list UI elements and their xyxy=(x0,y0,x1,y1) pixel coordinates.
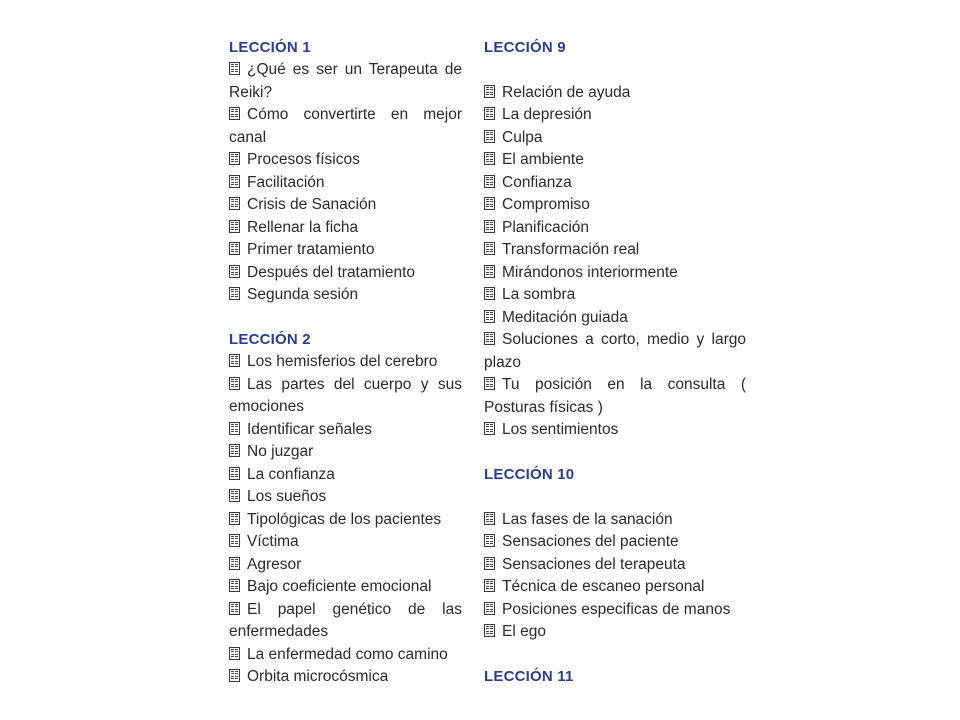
list-item: Sensaciones del paciente xyxy=(484,531,746,554)
missing-glyph-icon xyxy=(484,579,495,592)
missing-glyph-icon xyxy=(484,242,495,255)
missing-glyph-icon xyxy=(229,377,240,390)
spacer xyxy=(484,442,746,465)
lesson-2-list xyxy=(229,351,462,689)
spacer xyxy=(484,644,746,667)
list-item: Después del tratamiento xyxy=(229,262,462,285)
missing-glyph-icon xyxy=(484,130,495,143)
missing-glyph-icon xyxy=(229,534,240,547)
missing-glyph-icon xyxy=(229,287,240,300)
missing-glyph-icon xyxy=(229,422,240,435)
missing-glyph-icon xyxy=(484,107,495,120)
missing-glyph-icon xyxy=(229,557,240,570)
missing-glyph-icon xyxy=(229,467,240,480)
list-item: Los sueños xyxy=(229,486,462,509)
spacer xyxy=(484,59,746,82)
list-item: Compromiso xyxy=(484,194,746,217)
lesson-11-title: LECCIÓN 11 xyxy=(484,668,574,685)
list-item: Los hemisferios del cerebro xyxy=(229,351,462,374)
spacer xyxy=(229,307,462,330)
lesson-9-title: LECCIÓN 9 xyxy=(484,39,566,56)
list-item: La confianza xyxy=(229,464,462,487)
missing-glyph-icon xyxy=(484,557,495,570)
lesson-1-list xyxy=(229,59,462,307)
list-item: Agresor xyxy=(229,554,462,577)
list-item: Tipológicas de los pacientes xyxy=(229,509,462,532)
left-column xyxy=(229,37,462,689)
missing-glyph-icon xyxy=(229,602,240,615)
missing-glyph-icon xyxy=(484,197,495,210)
missing-glyph-icon xyxy=(229,152,240,165)
list-item: Transformación real xyxy=(484,239,746,262)
lesson-10-list xyxy=(484,509,746,644)
missing-glyph-icon xyxy=(484,377,495,390)
list-item: Relación de ayuda xyxy=(484,82,746,105)
list-item: Confianza xyxy=(484,172,746,195)
missing-glyph-icon xyxy=(229,647,240,660)
list-item: Facilitación xyxy=(229,172,462,195)
right-column xyxy=(484,37,746,688)
missing-glyph-icon xyxy=(484,624,495,637)
missing-glyph-icon xyxy=(229,489,240,502)
list-item: La sombra xyxy=(484,284,746,307)
missing-glyph-icon xyxy=(484,220,495,233)
list-item: La enfermedad como camino xyxy=(229,644,462,667)
missing-glyph-icon xyxy=(484,175,495,188)
list-item: Las fases de la sanación xyxy=(484,509,746,532)
missing-glyph-icon xyxy=(484,332,495,345)
list-item: Identificar señales xyxy=(229,419,462,442)
list-item: Mirándonos interiormente xyxy=(484,262,746,285)
lesson-9-list xyxy=(484,82,746,442)
missing-glyph-icon xyxy=(229,62,240,75)
missing-glyph-icon xyxy=(229,354,240,367)
list-item: Planificación xyxy=(484,217,746,240)
missing-glyph-icon xyxy=(229,512,240,525)
list-item: ¿Qué es ser un Terapeuta de Reiki? xyxy=(229,61,462,101)
missing-glyph-icon xyxy=(229,197,240,210)
list-item: Orbita microcósmica xyxy=(229,666,462,689)
missing-glyph-icon xyxy=(229,242,240,255)
list-item: Rellenar la ficha xyxy=(229,217,462,240)
list-item: El papel genético de las enfermedades xyxy=(229,600,462,640)
list-item: Primer tratamiento xyxy=(229,239,462,262)
missing-glyph-icon xyxy=(484,534,495,547)
list-item: Segunda sesión xyxy=(229,284,462,307)
list-item: Sensaciones del terapeuta xyxy=(484,554,746,577)
list-item: Tu posición en la consulta ( Posturas físicas ) xyxy=(484,376,746,416)
missing-glyph-icon xyxy=(484,602,495,615)
list-item: Víctima xyxy=(229,531,462,554)
lesson-10-title: LECCIÓN 10 xyxy=(484,466,575,483)
list-item: Los sentimientos xyxy=(484,419,746,442)
missing-glyph-icon xyxy=(229,220,240,233)
list-item: Culpa xyxy=(484,127,746,150)
list-item: El ambiente xyxy=(484,149,746,172)
lesson-1-title: LECCIÓN 1 xyxy=(229,39,311,56)
list-item: Cómo convertirte en mejor canal xyxy=(229,106,462,146)
missing-glyph-icon xyxy=(484,310,495,323)
missing-glyph-icon xyxy=(229,444,240,457)
missing-glyph-icon xyxy=(229,669,240,682)
missing-glyph-icon xyxy=(229,175,240,188)
lesson-2-title: LECCIÓN 2 xyxy=(229,331,311,348)
spacer xyxy=(484,486,746,509)
missing-glyph-icon xyxy=(229,107,240,120)
list-item: Crisis de Sanación xyxy=(229,194,462,217)
list-item: Las partes del cuerpo y sus emociones xyxy=(229,375,462,415)
list-item: La depresión xyxy=(484,104,746,127)
missing-glyph-icon xyxy=(484,265,495,278)
list-item: Soluciones a corto, medio y largo plazo xyxy=(484,331,746,371)
list-item: Bajo coeficiente emocional xyxy=(229,576,462,599)
list-item: Técnica de escaneo personal xyxy=(484,576,746,599)
missing-glyph-icon xyxy=(484,287,495,300)
missing-glyph-icon xyxy=(229,579,240,592)
missing-glyph-icon xyxy=(484,85,495,98)
missing-glyph-icon xyxy=(484,152,495,165)
missing-glyph-icon xyxy=(229,265,240,278)
list-item: Meditación guiada xyxy=(484,307,746,330)
missing-glyph-icon xyxy=(484,512,495,525)
list-item: El ego xyxy=(484,621,746,644)
list-item: Posiciones especificas de manos xyxy=(484,599,746,622)
missing-glyph-icon xyxy=(484,422,495,435)
list-item: No juzgar xyxy=(229,441,462,464)
list-item: Procesos físicos xyxy=(229,149,462,172)
